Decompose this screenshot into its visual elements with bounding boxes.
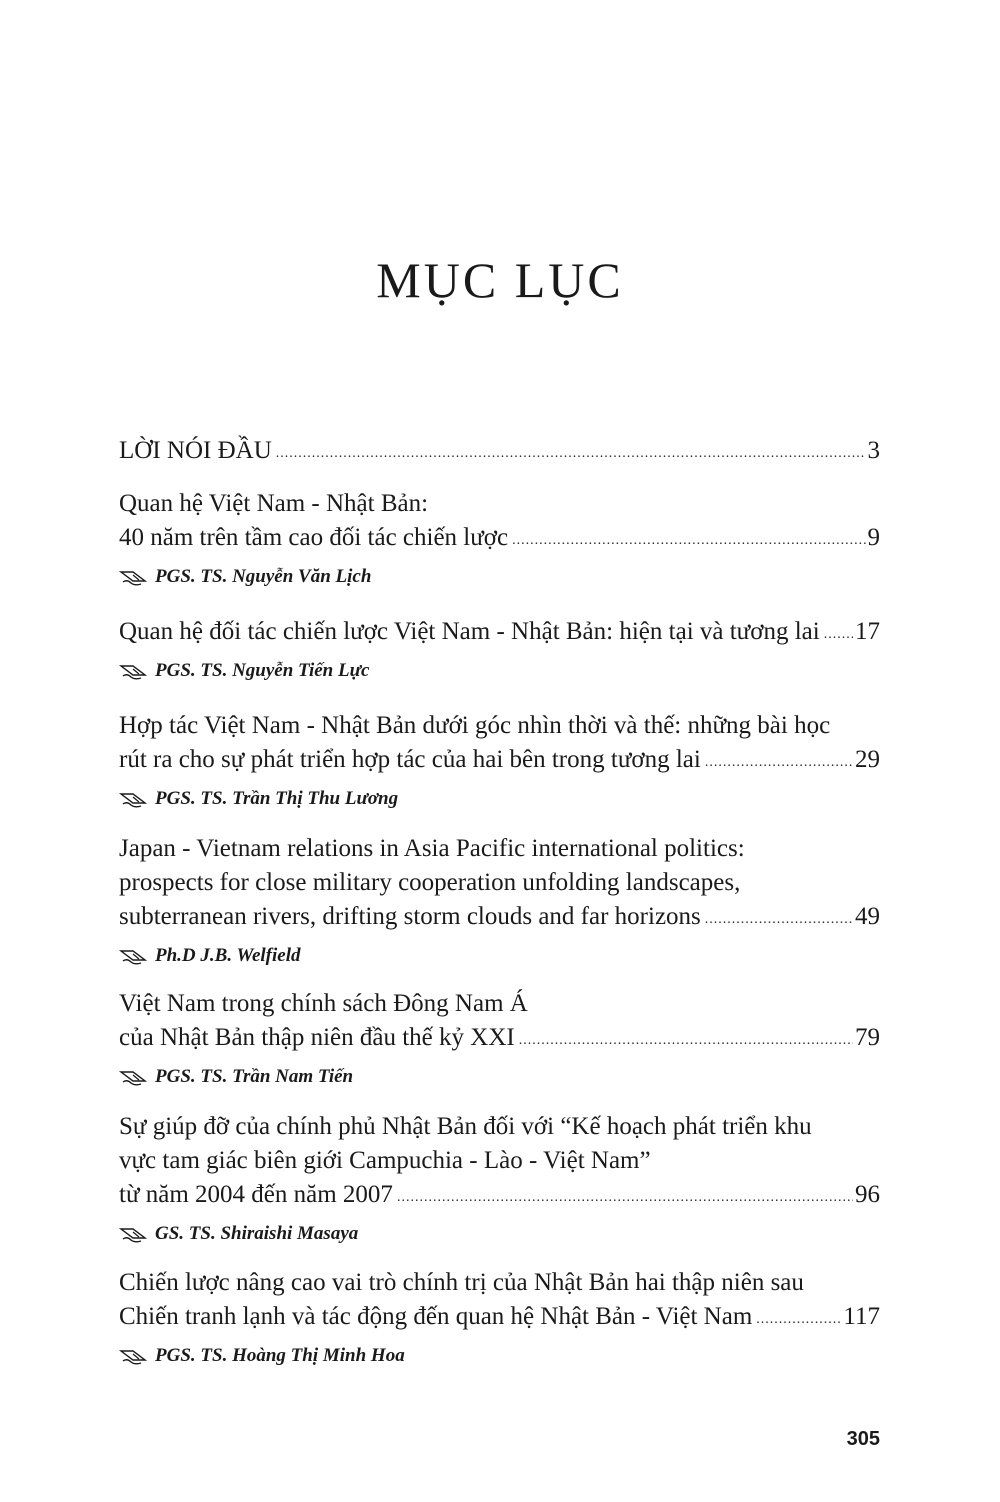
pen-icon (119, 947, 147, 965)
toc-author (119, 942, 880, 970)
pen-icon (119, 1347, 147, 1365)
author-name: GS. TS. Shiraishi Masaya (155, 1223, 359, 1244)
toc-line[interactable] (119, 743, 880, 777)
dot-leader (276, 437, 866, 471)
toc-line[interactable] (119, 1021, 880, 1055)
dot-leader (705, 746, 853, 780)
toc-entry (119, 615, 880, 685)
pen-icon (119, 662, 147, 680)
toc-line[interactable] (119, 1178, 880, 1212)
toc-page-number: 3 (867, 437, 880, 464)
author-name: PGS. TS. Hoàng Thị Minh Hoa (155, 1345, 405, 1366)
dot-leader (824, 618, 853, 652)
toc-entry-title: vực tam giác biên giới Campuchia - Lào - Việt Nam” (119, 1147, 651, 1174)
toc-entry (119, 1110, 880, 1248)
toc-author (119, 1342, 880, 1370)
pen-icon (119, 790, 147, 808)
toc-line[interactable] (119, 521, 880, 555)
toc-entry-title: Hợp tác Việt Nam - Nhật Bản dưới góc nhìn thời và thế: những bài học (119, 712, 831, 739)
toc-author (119, 563, 880, 591)
toc-page-number: 49 (855, 903, 880, 930)
toc-entry (119, 434, 880, 468)
toc-entry (119, 487, 880, 591)
author-name: PGS. TS. Nguyễn Văn Lịch (155, 566, 372, 587)
toc-entry (119, 709, 880, 813)
page-title: MỤC LỤC (376, 252, 624, 308)
dot-leader (756, 1303, 841, 1337)
toc-page-number: 9 (867, 524, 880, 551)
toc-entry-title: LỜI NÓI ĐẦU (119, 437, 272, 464)
author-name: Ph.D J.B. Welfield (155, 945, 301, 966)
toc-line[interactable] (119, 1110, 880, 1144)
toc-line[interactable] (119, 1144, 880, 1178)
author-name: PGS. TS. Trần Nam Tiến (155, 1066, 354, 1087)
toc-line[interactable] (119, 709, 880, 743)
toc-author (119, 657, 880, 685)
toc-author (119, 1220, 880, 1248)
toc-entry-title: Chiến lược nâng cao vai trò chính trị của Nhật Bản hai thập niên sau (119, 1269, 804, 1296)
toc-entry-title: 40 năm trên tầm cao đối tác chiến lược (119, 524, 509, 551)
toc-entry (119, 987, 880, 1091)
page-number: 305 (846, 1428, 880, 1450)
toc-line[interactable] (119, 487, 880, 521)
toc-line[interactable] (119, 615, 880, 649)
toc-author (119, 785, 880, 813)
toc-entry-title: Chiến tranh lạnh và tác động đến quan hệ Nhật Bản - Việt Nam (119, 1303, 753, 1330)
toc-entry-title: Japan - Vietnam relations in Asia Pacific international politics: (119, 835, 745, 862)
pen-icon (119, 1225, 147, 1243)
toc-entry-title: của Nhật Bản thập niên đầu thế kỷ XXI (119, 1024, 515, 1051)
pen-icon (119, 1068, 147, 1086)
toc-entry (119, 832, 880, 970)
toc-line[interactable] (119, 987, 880, 1021)
toc-line[interactable] (119, 866, 880, 900)
toc-page-number: 29 (855, 746, 880, 773)
toc-line[interactable] (119, 832, 880, 866)
toc-line[interactable] (119, 434, 880, 468)
toc-entry-title: prospects for close military cooperation unfolding landscapes, (119, 869, 741, 896)
pen-icon (119, 568, 147, 586)
toc-line[interactable] (119, 1266, 880, 1300)
toc-entry-title: Quan hệ Việt Nam - Nhật Bản: (119, 490, 429, 517)
toc-entry-title: từ năm 2004 đến năm 2007 (119, 1181, 393, 1208)
toc-page-number: 96 (855, 1181, 880, 1208)
toc-line[interactable] (119, 900, 880, 934)
dot-leader (519, 1024, 853, 1058)
author-name: PGS. TS. Nguyễn Tiến Lực (155, 660, 370, 681)
dot-leader (705, 903, 853, 937)
toc-entry-title: subterranean rivers, drifting storm clouds and far horizons (119, 903, 701, 930)
toc-entry (119, 1266, 880, 1370)
toc-page-number: 117 (843, 1303, 880, 1330)
dot-leader (397, 1181, 853, 1215)
toc-entry-title: Sự giúp đỡ của chính phủ Nhật Bản đối với “Kế hoạch phát triển khu (119, 1113, 812, 1140)
toc-page-number: 79 (855, 1024, 880, 1051)
toc-entry-title: Quan hệ đối tác chiến lược Việt Nam - Nhật Bản: hiện tại và tương lai (119, 618, 820, 645)
toc-author (119, 1063, 880, 1091)
dot-leader (512, 524, 865, 558)
toc-page-number: 17 (855, 618, 880, 645)
author-name: PGS. TS. Trần Thị Thu Lương (155, 788, 399, 809)
toc-entry-title: Việt Nam trong chính sách Đông Nam Á (119, 990, 528, 1017)
toc-line[interactable] (119, 1300, 880, 1334)
toc-entry-title: rút ra cho sự phát triển hợp tác của hai bên trong tương lai (119, 746, 701, 773)
